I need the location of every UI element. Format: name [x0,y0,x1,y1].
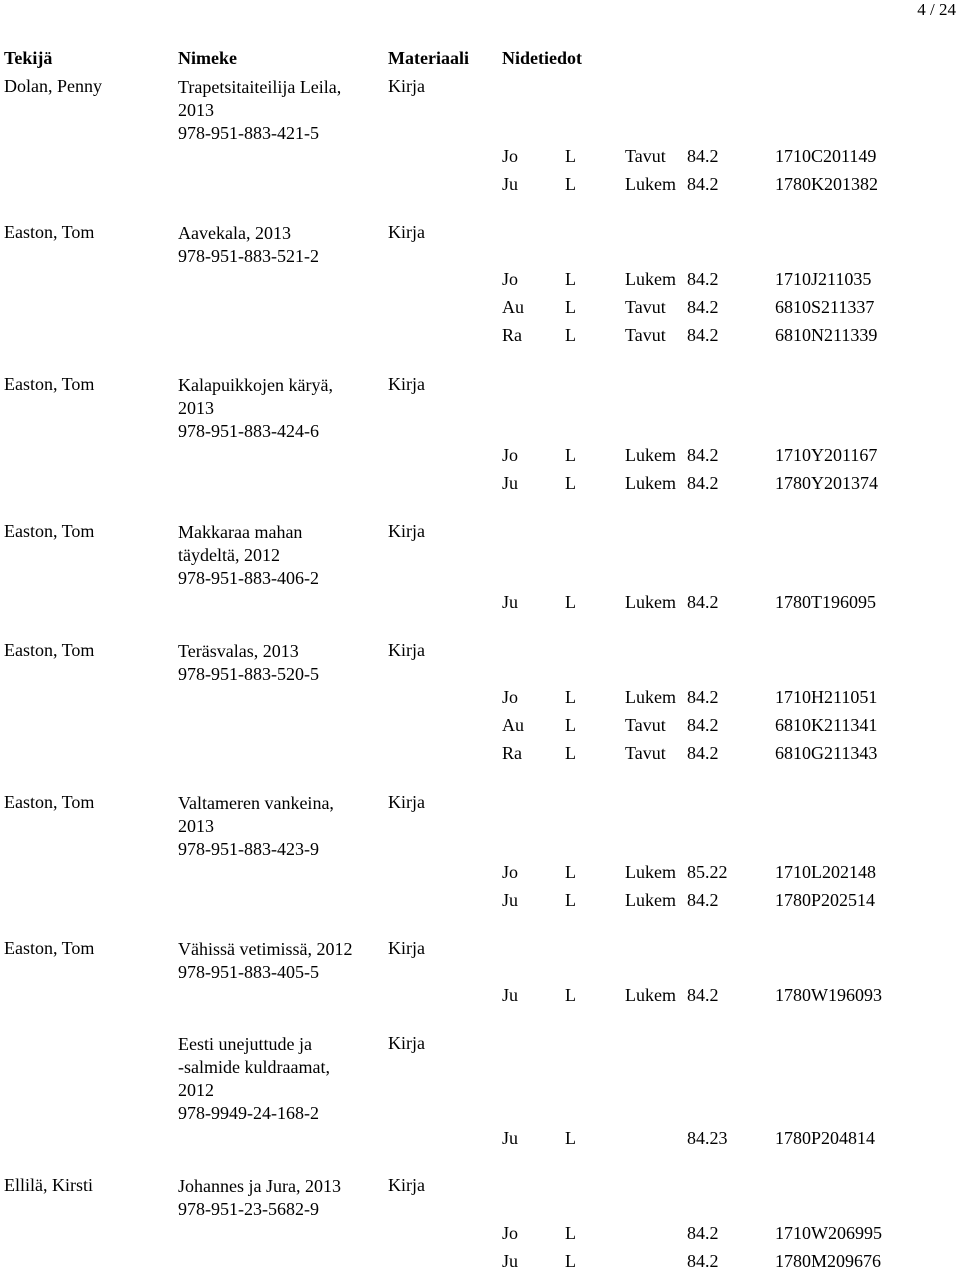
holding-id: 1780P204814 [775,1128,876,1148]
page-indicator: 4 / 24 [917,0,956,19]
holding-status: Tavut [625,743,666,763]
holding-id: 1780W196093 [775,985,882,1005]
holding-row [0,269,960,297]
entry-title-line: 978-951-883-421-5 [178,123,319,143]
holding-type: L [565,297,576,317]
holding-class: 84.2 [687,743,719,763]
holding-id: 1710J211035 [775,269,872,289]
entry-title-line: 2013 [178,816,214,836]
holding-id: 6810K211341 [775,715,878,735]
holding-row [0,715,960,743]
holding-type: L [565,1251,576,1271]
holding-location: Ju [502,592,519,612]
holding-class: 84.23 [687,1128,728,1148]
holding-type: L [565,445,576,465]
holding-status: Lukem [625,592,676,612]
holding-status: Lukem [625,687,676,707]
holding-class: 84.2 [687,146,719,166]
entry-material: Kirja [388,1033,425,1053]
entry-title [178,374,378,443]
holding-type: L [565,146,576,166]
holding-class: 84.2 [687,592,719,612]
holding-id: 1780K201382 [775,174,878,194]
holding-location: Ra [502,743,522,763]
holding-row [0,297,960,325]
holding-status: Lukem [625,862,676,882]
holding-status: Tavut [625,297,666,317]
entry-author: Easton, Tom [4,222,95,242]
holding-row [0,325,960,353]
holding-type: L [565,1128,576,1148]
holding-location: Jo [502,1223,519,1243]
holding-type: L [565,1223,576,1243]
holding-class: 84.2 [687,985,719,1005]
holding-status: Lukem [625,174,676,194]
holding-type: L [565,687,576,707]
entry-title-line: Teräsvalas, 2013 [178,641,299,661]
entry-author: Easton, Tom [4,792,95,812]
holding-row [0,862,960,890]
holding-class: 84.2 [687,325,719,345]
holding-id: 6810G211343 [775,743,878,763]
entry-title [178,521,378,590]
holding-status: Tavut [625,715,666,735]
entry-title [178,222,378,268]
entry-material: Kirja [388,521,425,541]
entry-material: Kirja [388,640,425,660]
holding-id: 1780M209676 [775,1251,882,1271]
holding-type: L [565,890,576,910]
entry-title-line: Makkaraa mahan [178,522,303,542]
holding-id: 1710W206995 [775,1223,882,1243]
holding-type: L [565,473,576,493]
holding-class: 84.2 [687,174,719,194]
holding-location: Ju [502,174,519,194]
holding-location: Au [502,297,524,317]
entry-title-line: 2013 [178,100,214,120]
entry-author: Easton, Tom [4,374,95,394]
holding-location: Ra [502,325,522,345]
holding-location: Jo [502,269,519,289]
holding-status: Lukem [625,473,676,493]
entry-title-line: 978-951-883-423-9 [178,839,319,859]
entry-author: Dolan, Penny [4,76,102,96]
entry-title-line: Kalapuikkojen käryä, [178,375,333,395]
entry-material: Kirja [388,1175,425,1195]
entry-title [178,640,378,686]
holding-status: Lukem [625,890,676,910]
holding-class: 84.2 [687,715,719,735]
entry-material: Kirja [388,792,425,812]
holding-id: 1710L202148 [775,862,876,882]
holding-location: Ju [502,985,519,1005]
holding-location: Ju [502,890,519,910]
entry-material: Kirja [388,374,425,394]
entry-title-line: 978-951-23-5682-9 [178,1199,319,1219]
holding-row [0,687,960,715]
holding-location: Ju [502,1251,519,1271]
column-header-material: Materiaali [388,48,469,68]
holding-class: 84.2 [687,445,719,465]
holding-type: L [565,862,576,882]
holding-row [0,174,960,202]
entry-material: Kirja [388,76,425,96]
holding-status: Lukem [625,269,676,289]
holding-type: L [565,985,576,1005]
holding-id: 1710Y201167 [775,445,878,465]
column-header-author: Tekijä [4,48,53,68]
entry-title [178,1033,378,1125]
entry-title-line: 2012 [178,1080,214,1100]
holding-location: Jo [502,146,519,166]
holding-id: 6810N211339 [775,325,878,345]
entry-title-line: Trapetsitaiteilija Leila, [178,77,342,97]
holding-location: Jo [502,862,519,882]
holding-id: 1710C201149 [775,146,877,166]
holding-location: Au [502,715,524,735]
holding-status: Tavut [625,146,666,166]
entry-title [178,76,378,145]
holding-type: L [565,325,576,345]
holding-status: Lukem [625,445,676,465]
entry-material: Kirja [388,222,425,242]
entry-author: Ellilä, Kirsti [4,1175,93,1195]
holding-location: Ju [502,1128,519,1148]
holding-type: L [565,592,576,612]
holding-row [0,890,960,918]
holding-status: Tavut [625,325,666,345]
holding-id: 6810S211337 [775,297,875,317]
holding-class: 84.2 [687,1223,719,1243]
entry-author: Easton, Tom [4,938,95,958]
column-header-holdings: Nidetiedot [502,48,582,68]
holding-row [0,1251,960,1279]
entry-author: Easton, Tom [4,640,95,660]
holding-type: L [565,743,576,763]
holding-class: 84.2 [687,687,719,707]
entry-title-line: 2013 [178,398,214,418]
holding-row [0,146,960,174]
holding-type: L [565,715,576,735]
holding-row [0,1128,960,1156]
holding-class: 84.2 [687,269,719,289]
column-header-title: Nimeke [178,48,237,68]
entry-title-line: 978-9949-24-168-2 [178,1103,319,1123]
entry-title-line: Vähissä vetimissä, 2012 [178,939,353,959]
entry-title-line: Valtameren vankeina, [178,793,334,813]
entry-material: Kirja [388,938,425,958]
holding-id: 1780Y201374 [775,473,878,493]
holding-id: 1780P202514 [775,890,876,910]
entry-author: Easton, Tom [4,521,95,541]
holding-location: Ju [502,473,519,493]
entry-title-line: 978-951-883-520-5 [178,664,319,684]
entry-title-line: Aavekala, 2013 [178,223,291,243]
holding-id: 1780T196095 [775,592,876,612]
holding-row [0,473,960,501]
holding-id: 1710H211051 [775,687,878,707]
holding-row [0,743,960,771]
holding-class: 85.22 [687,862,728,882]
holding-class: 84.2 [687,890,719,910]
holding-row [0,985,960,1013]
holding-class: 84.2 [687,473,719,493]
entry-title-line: Eesti unejuttude ja [178,1034,312,1054]
holding-status: Lukem [625,985,676,1005]
holding-location: Jo [502,687,519,707]
entry-title-line: 978-951-883-406-2 [178,568,319,588]
entry-title [178,792,378,861]
holding-row [0,1223,960,1251]
holding-row [0,445,960,473]
holding-type: L [565,174,576,194]
entry-title-line: Johannes ja Jura, 2013 [178,1176,341,1196]
holding-row [0,592,960,620]
holding-class: 84.2 [687,1251,719,1271]
holding-type: L [565,269,576,289]
entry-title-line: 978-951-883-405-5 [178,962,319,982]
entry-title-line: 978-951-883-521-2 [178,246,319,266]
holding-location: Jo [502,445,519,465]
entry-title [178,938,378,984]
entry-title-line: -salmide kuldraamat, [178,1057,330,1077]
entry-title [178,1175,378,1221]
entry-title-line: täydeltä, 2012 [178,545,280,565]
entry-title-line: 978-951-883-424-6 [178,421,319,441]
holding-class: 84.2 [687,297,719,317]
